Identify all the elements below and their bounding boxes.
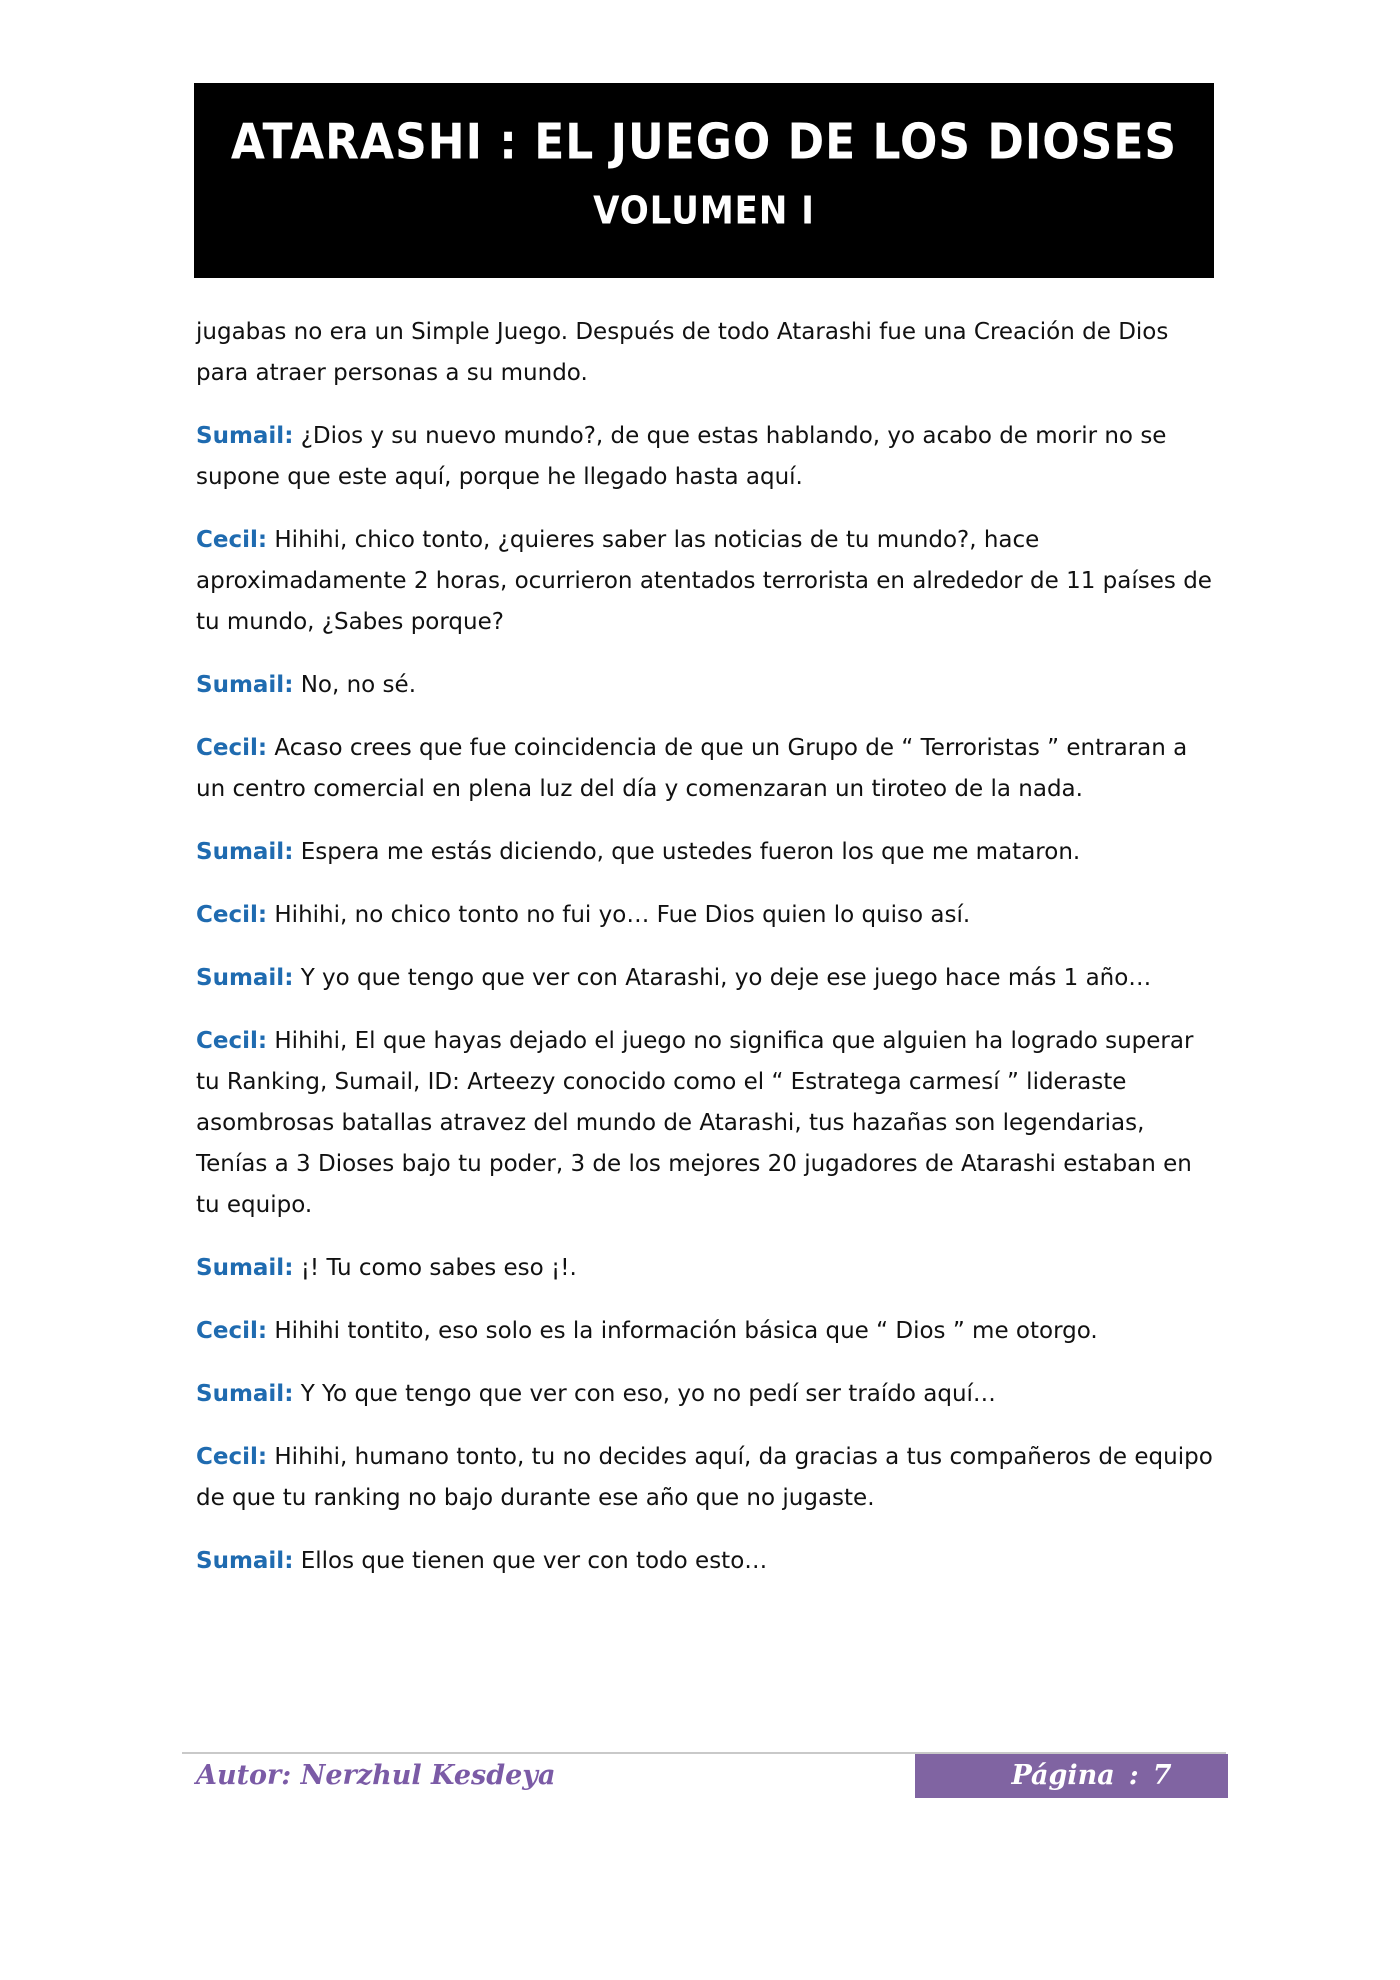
paragraph-text: Acaso crees que fue coincidencia de que un Grupo de “ Terroristas ” entraran a un centro comercial en plena luz del día y comenzaran un tiroteo de la nada. — [196, 735, 1188, 802]
paragraph-text: Hihihi, El que hayas dejado el juego no significa que alguien ha logrado superar tu Ranking, Sumail, ID: Arteezy conocido como el “ Estratega carmesí ” lideraste asombrosas batallas atravez del mundo de Atarashi, tus hazañas son legendarias, Tenías a 3 Dioses bajo tu poder, 3 de los mejores 20 jugadores de Atarashi estaban en tu equipo. — [196, 1028, 1194, 1218]
paragraph-text: Hihihi, chico tonto, ¿quieres saber las noticias de tu mundo?, hace aproximadamente 2 horas, ocurrieron atentados terrorista en alrededor de 11 países de tu mundo, ¿Sabes porque? — [196, 527, 1212, 635]
speaker-label: Sumail: — [196, 672, 294, 698]
footer-page-number — [915, 1754, 1228, 1798]
paragraph — [196, 416, 1216, 498]
paragraph-text: Hihihi tontito, eso solo es la información básica que “ Dios ” me otorgo. — [267, 1318, 1098, 1344]
paragraph — [196, 1541, 1216, 1582]
page-label: Página — [1011, 1760, 1115, 1791]
speaker-label: Cecil: — [196, 902, 268, 928]
paragraph-text: Ellos que tienen que ver con todo esto… — [293, 1548, 768, 1574]
speaker-label: Cecil: — [196, 1028, 268, 1054]
paragraph — [196, 958, 1216, 999]
paragraph — [196, 832, 1216, 873]
paragraph — [196, 1374, 1216, 1415]
speaker-label: Sumail: — [196, 1548, 294, 1574]
paragraph — [196, 1021, 1216, 1226]
paragraph-text: Hihihi, no chico tonto no fui yo… Fue Dios quien lo quiso así. — [267, 902, 971, 928]
paragraph-text: Espera me estás diciendo, que ustedes fueron los que me mataron. — [293, 839, 1081, 865]
page-number: 7 — [1152, 1760, 1172, 1791]
paragraph — [196, 1437, 1216, 1519]
paragraph-text: Y yo que tengo que ver con Atarashi, yo deje ese juego hace más 1 año… — [293, 965, 1152, 991]
page-body — [196, 312, 1216, 1604]
speaker-label: Sumail: — [196, 839, 294, 865]
speaker-label: Cecil: — [196, 1318, 268, 1344]
paragraph — [196, 728, 1216, 810]
volume-subtitle: VOLUMEN I — [593, 188, 815, 234]
paragraph — [196, 665, 1216, 706]
speaker-label: Sumail: — [196, 1255, 294, 1281]
speaker-label: Sumail: — [196, 423, 294, 449]
paragraph — [196, 312, 1216, 394]
speaker-label: Cecil: — [196, 1444, 268, 1470]
paragraph-text: ¿Dios y su nuevo mundo?, de que estas hablando, yo acabo de morir no se supone que este aquí, porque he llegado hasta aquí. — [196, 423, 1167, 490]
paragraph-text: Y Yo que tengo que ver con eso, yo no pedí ser traído aquí… — [293, 1381, 996, 1407]
paragraph — [196, 895, 1216, 936]
page-separator: : — [1128, 1760, 1139, 1791]
speaker-label: Cecil: — [196, 735, 268, 761]
speaker-label: Cecil: — [196, 527, 268, 553]
footer-author: Autor: Nerzhul Kesdeya — [196, 1760, 556, 1791]
paragraph-text: jugabas no era un Simple Juego. Después de todo Atarashi fue una Creación de Dios para atraer personas a su mundo. — [196, 319, 1169, 386]
paragraph — [196, 1311, 1216, 1352]
document-header — [194, 83, 1214, 278]
paragraph-text: Hihihi, humano tonto, tu no decides aquí, da gracias a tus compañeros de equipo de que tu ranking no bajo durante ese año que no jugaste. — [196, 1444, 1213, 1511]
paragraph — [196, 1248, 1216, 1289]
speaker-label: Sumail: — [196, 965, 294, 991]
speaker-label: Sumail: — [196, 1381, 294, 1407]
paragraph-text: No, no sé. — [293, 672, 417, 698]
paragraph — [196, 520, 1216, 643]
book-title: ATARASHI : EL JUEGO DE LOS DIOSES — [230, 113, 1178, 172]
paragraph-text: ¡! Tu como sabes eso ¡!. — [293, 1255, 577, 1281]
